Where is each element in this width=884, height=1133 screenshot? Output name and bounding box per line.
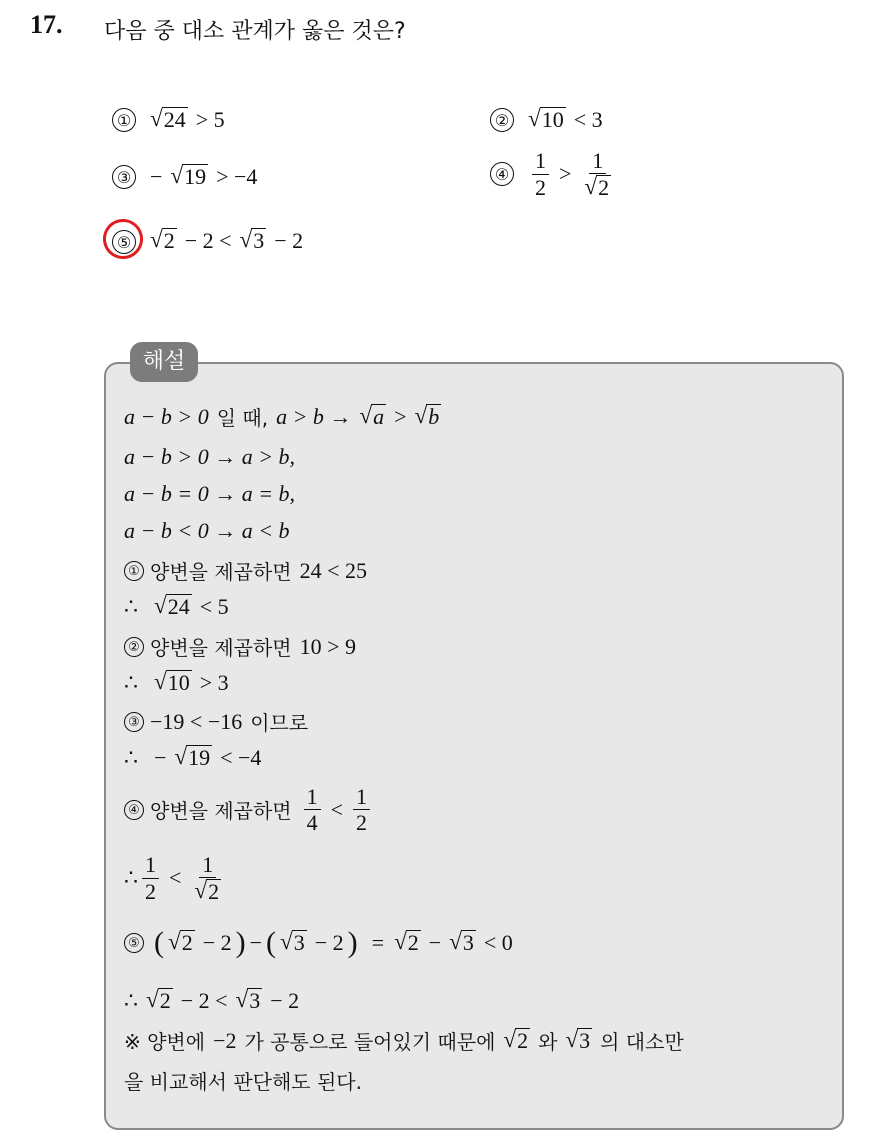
solution-step-5-result: ∴ √ 2 − 2 < √ 3 − 2	[124, 986, 300, 1014]
solution-step-5: ⑤ ( √ 2 − 2 ) − ( √ 3 − 2 ) = √ 2 − √ 3 < 0	[124, 928, 513, 958]
sqrt-expression: √ 10	[528, 105, 564, 133]
option-number: ③	[112, 165, 136, 189]
solution-line-4: a − b < 0 → a < b	[124, 518, 290, 543]
option-number: ④	[490, 162, 514, 186]
option-number: ①	[112, 108, 136, 132]
fraction: 1 √ 2	[584, 148, 610, 201]
solution-step-3-result: ∴ − √ 19 < −4	[124, 743, 262, 771]
option-3[interactable]: ③ − √ 19 > −4	[112, 164, 257, 190]
option-4[interactable]: ④ $\frac{1}{2}$ > 1 √ 2	[490, 148, 618, 200]
option-2[interactable]: ② √ 10 < 3	[490, 107, 603, 133]
solution-step-1: ① 양변을 제곱하면 24 < 25	[124, 556, 367, 585]
solution-note: ※ 양변에 −2 가 공통으로 들어있기 때문에 √ 2 와 √ 3 의 대소만	[124, 1025, 684, 1054]
question-text: 다음 중 대소 관계가 옳은 것은?	[104, 19, 406, 44]
solution-label: 해설	[130, 342, 198, 382]
solution-line-3: a − b = 0 → a = b,	[124, 481, 296, 506]
sqrt-expression: √ 2	[150, 226, 175, 254]
question-number: 17.	[30, 10, 63, 39]
solution-note-continued: 을 비교해서 판단해도 된다.	[124, 1070, 362, 1094]
option-number: ⑤	[112, 230, 136, 254]
option-5[interactable]: ⑤ √ 2 − 2 < √ 3 − 2	[112, 228, 303, 254]
solution-line-1: a − b > 0 일 때, a > b → √ a > √ b	[124, 401, 440, 430]
option-1[interactable]: ① √ 24 > 5	[112, 107, 225, 133]
fraction: $\frac{1}{2}$	[532, 148, 549, 200]
sqrt-expression: √ 24	[150, 105, 186, 133]
solution-step-2: ② 양변을 제곱하면 10 > 9	[124, 632, 356, 661]
solution-step-4: ④ 양변을 제곱하면 $\frac{1}{4}$ < $\frac{1}{2}$	[124, 784, 374, 836]
solution-step-1-result: ∴ √ 24 < 5	[124, 592, 229, 620]
sqrt-expression: √ 19	[170, 162, 207, 190]
option-number: ②	[490, 108, 514, 132]
solution-line-2: a − b > 0 → a > b,	[124, 444, 296, 469]
selected-answer-circle	[99, 215, 146, 262]
solution-step-3: ③ −19 < −16 이므로	[124, 707, 308, 736]
solution-step-4-result: ∴ $\frac{1}{2}$ < 1 √ 2	[124, 852, 220, 905]
sqrt-expression: √ 3	[239, 226, 265, 254]
solution-step-2-result: ∴ √ 10 > 3	[124, 668, 229, 696]
